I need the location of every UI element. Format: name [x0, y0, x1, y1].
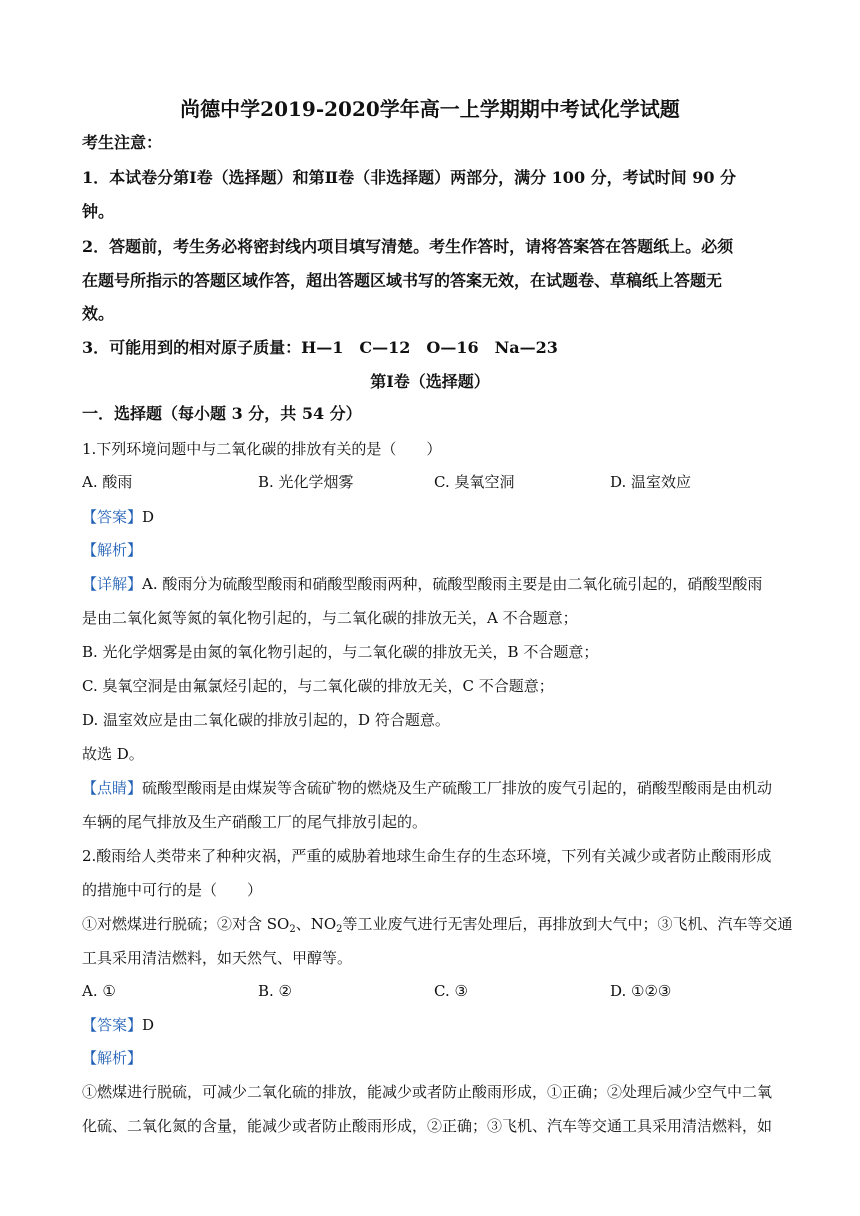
- q1-option-d: D. 温室效应: [610, 473, 692, 491]
- notice-item-1: 1．本试卷分第Ⅰ卷（选择题）和第Ⅱ卷（非选择题）两部分，满分 100 分，考试时间 90 分: [82, 168, 737, 187]
- q2-option-a: A. ①: [82, 982, 116, 1000]
- q1-detail-line-1: [82, 574, 782, 594]
- q1-tip-line-2: 车辆的尾气排放及生产硝酸工厂的尾气排放引起的。: [82, 813, 428, 831]
- q2-analysis-line-1: ①燃煤进行脱硫，可减少二氧化硫的排放，能减少或者防止酸雨形成，①正确；②处理后减少空气中二氧: [82, 1083, 773, 1101]
- q1-detail-line-3: B. 光化学烟雾是由氮的氧化物引起的，与二氧化碳的排放无关，B 不合题意；: [82, 643, 599, 661]
- detail-tag: 【详解】: [82, 575, 143, 593]
- statement-part-2: 、NO: [295, 915, 337, 933]
- q1-conclusion: 故选 D。: [82, 745, 144, 763]
- q1-option-b: B. 光化学烟雾: [258, 473, 354, 491]
- q2-answer: [82, 1015, 782, 1035]
- question-2-stem-cont: 的措施中可行的是（ ）: [82, 881, 263, 899]
- part-title: 一．选择题（每小题 3 分，共 54 分）: [82, 404, 362, 423]
- question-2-stem: 2.酸雨给人类带来了种种灾祸，严重的威胁着地球生命生存的生态环境，下列有关减少或者防止酸雨形成: [82, 847, 772, 865]
- answer-value: D: [142, 1016, 155, 1034]
- q1-detail-line-4: C. 臭氧空洞是由氟氯烃引起的，与二氧化碳的排放无关，C 不合题意；: [82, 677, 554, 695]
- notice-item-3: 3．可能用到的相对原子质量：H—1 C—12 O—16 Na—23: [82, 338, 558, 357]
- q1-detail-line-2: 是由二氧化氮等氮的氧化物引起的，与二氧化碳的排放无关，A 不合题意；: [82, 609, 578, 627]
- q2-analysis-line-2: 化硫、二氧化氮的含量，能减少或者防止酸雨形成，②正确；③飞机、汽车等交通工具采用清洁燃料，如: [82, 1117, 773, 1135]
- analysis-tag: 【解析】: [82, 1049, 143, 1067]
- answer-tag: 【答案】: [82, 1016, 143, 1034]
- subscript: 2: [336, 924, 343, 935]
- q1-detail-line-5: D. 温室效应是由二氧化碳的排放引起的，D 符合题意。: [82, 711, 450, 729]
- notice-item-2-end: 效。: [82, 304, 115, 323]
- page-title: 尚德中学2019-2020学年高一上学期期中考试化学试题: [180, 97, 680, 121]
- q2-option-b: B. ②: [258, 982, 293, 1000]
- detail-text: A. 酸雨分为硫酸型酸雨和硝酸型酸雨两种，硫酸型酸雨主要是由二氧化硫引起的，硝酸型酸雨: [142, 575, 763, 593]
- notice-item-1-cont: 钟。: [82, 202, 115, 221]
- notice-item-2: 2．答题前，考生务必将密封线内项目填写清楚。考生作答时，请将答案答在答题纸上。必须: [82, 237, 734, 256]
- notice-item-2-cont: 在题号所指示的答题区域作答，超出答题区域书写的答案无效，在试题卷、草稿纸上答题无: [82, 271, 723, 290]
- analysis-tag: 【解析】: [82, 541, 143, 559]
- q2-option-d: D. ①②③: [610, 982, 672, 1000]
- q2-option-c: C. ③: [434, 982, 468, 1000]
- tip-text: 硫酸型酸雨是由煤炭等含硫矿物的燃烧及生产硫酸工厂排放的废气引起的，硝酸型酸雨是由机动: [142, 779, 773, 797]
- subscript: 2: [289, 924, 296, 935]
- statement-part-3: 等工业废气进行无害处理后，再排放到大气中；③飞机、汽车等交通: [342, 915, 793, 933]
- question-2-statement: [82, 914, 793, 940]
- question-2-statement-cont: 工具采用清洁燃料，如天然气、甲醇等。: [82, 949, 353, 967]
- answer-value: D: [142, 508, 155, 526]
- q1-tip-line-1: [82, 778, 782, 798]
- notice-heading: 考生注意：: [82, 133, 163, 152]
- question-1-stem: 1.下列环境问题中与二氧化碳的排放有关的是（ ）: [82, 440, 442, 458]
- q1-analysis-tag: [82, 540, 782, 560]
- q1-option-a: A. 酸雨: [82, 473, 133, 491]
- tip-tag: 【点睛】: [82, 779, 143, 797]
- section-title: 第Ⅰ卷（选择题）: [370, 372, 490, 391]
- q1-option-c: C. 臭氧空洞: [434, 473, 515, 491]
- q1-answer: [82, 507, 782, 527]
- statement-part-1: ①对燃煤进行脱硫；②对含 SO: [82, 915, 290, 933]
- answer-tag: 【答案】: [82, 508, 143, 526]
- q2-analysis-tag: [82, 1048, 782, 1068]
